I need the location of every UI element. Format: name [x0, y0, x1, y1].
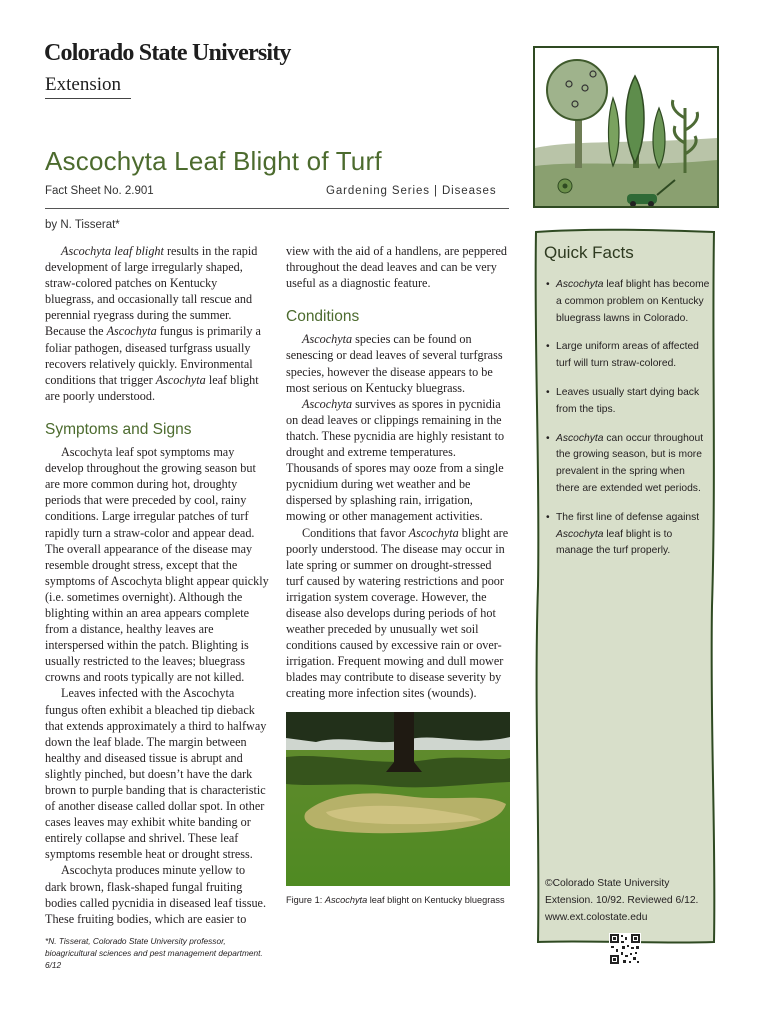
fact-text: The first line of defense against — [556, 511, 700, 523]
figure-caption — [286, 894, 510, 906]
quick-fact-item — [544, 277, 710, 327]
body-column-right — [286, 243, 510, 702]
intro-em: Ascochyta — [106, 324, 157, 339]
intro-text-3: leaf blight are poorly understood. — [45, 372, 259, 403]
continued-paragraph: view with the aid of a handlens, are peppered throughout the dead leaves and can be very useful as a diagnostic feature. — [286, 244, 507, 291]
figure-photo — [286, 712, 510, 886]
intro-text: results in the rapid development of large irregularly shaped, straw-colored patches on Kentucky bluegrass, and occasionally tall rescue and perennial ryegrass during the summer. Because the — [45, 244, 258, 339]
qr-code-icon[interactable] — [609, 933, 641, 965]
fact-text: leaf blight has become a common problem on Kentucky bluegrass lawns in Colorado. — [556, 279, 710, 324]
intro-lead: Ascochyta leaf blight — [61, 244, 164, 258]
fact-em: Ascochyta — [556, 432, 604, 444]
author-footnote: *N. Tisserat, Colorado State University professor, bioagricultural sciences and pest management department. 6/12 — [45, 936, 263, 970]
fact-sheet-number: Fact Sheet No. 2.901 — [45, 185, 154, 197]
author-byline: by N. Tisserat* — [45, 219, 120, 231]
title-divider — [45, 208, 509, 209]
caption-prefix: Figure 1: — [286, 895, 325, 905]
conditions-paragraph-2 — [286, 396, 510, 525]
fact-text: Large uniform areas of affected turf will turn straw-colored. — [556, 341, 699, 370]
symptoms-paragraph-2: Leaves infected with the Ascochyta fungus often exhibit a bleached tip dieback that extends approximately a third to halfway down the leaf blade. The margin between healthy and diseased tissue is abrupt and slightly pinched, but doesn’t have the dark brown to purple banding that is characteristic of another disease called dollar spot. In other cases leaves may exhibit white banding or entirely collapse and shrivel. These leaf symptoms resemble heat or drought stress. — [45, 686, 267, 862]
website-link[interactable]: www.ext.colostate.edu — [545, 911, 648, 923]
bullet-icon: • — [546, 279, 550, 290]
quick-facts-title: Quick Facts — [544, 243, 634, 262]
garden-trees-icon — [535, 48, 717, 206]
intro-paragraph — [45, 243, 269, 404]
conditions-paragraph-3 — [286, 525, 510, 702]
extension-logo: Extension — [45, 74, 121, 95]
page-title: Ascochyta Leaf Blight of Turf — [45, 146, 382, 176]
body-column-left — [45, 243, 269, 927]
section-heading-conditions: Conditions — [286, 308, 360, 326]
conditions-em-1: Ascochyta — [302, 332, 353, 347]
quick-facts-content — [544, 243, 710, 572]
quick-fact-item — [544, 339, 710, 373]
copyright-block — [545, 876, 715, 926]
section-heading-symptoms: Symptoms and Signs — [45, 420, 192, 438]
conditions-text-3: blight are poorly understood. The disease may occur in late spring or summer on drought-stressed turf caused by watering restrictions and poor irrigation system coverage. However, the disease also develops during periods of hot weather preceded by unusually wet soil conditions caused by excessive rain or over-irrigation. Frequent mowing and dull mower blades may contribute to disease severity by creating more infection sites (wounds). — [286, 525, 509, 701]
fact-em: Ascochyta — [556, 279, 604, 290]
copyright-text: ©Colorado State University Extension. 10/92. Reviewed 6/12. — [545, 878, 699, 906]
conditions-text-1: species can be found on senescing or dead leaves of several turfgrass species, however the disease appears to be most serious on Kentucky bluegrass. — [286, 332, 503, 395]
bullet-icon: • — [546, 341, 550, 353]
conditions-paragraph-1 — [286, 331, 510, 395]
quick-fact-item — [544, 431, 710, 498]
bullet-icon: • — [546, 386, 550, 398]
fact-em: Ascochyta — [556, 528, 604, 540]
intro-text-2: fungus is primarily a foliar pathogen, diseased turfgrass usually recovers relatively quickly. Environmental conditions that trigger — [45, 324, 261, 387]
caption-em: Ascochyta — [324, 895, 368, 905]
fact-text: Leaves usually start dying back from the tips. — [556, 386, 700, 415]
university-logo: Colorado State University — [44, 40, 291, 66]
quick-fact-item — [544, 510, 710, 560]
series-label: Gardening Series | Diseases — [326, 185, 497, 197]
fact-text: can occur throughout the growing season, but is more prevalent in the spring when there are extended wet periods. — [556, 432, 704, 494]
conditions-text-2: survives as spores in pycnidia on dead leaves or clippings remaining in the thatch. These pycnidia are highly resistant to drought and extreme temperatures. Thousands of spores may ooze from a single pycnidium during wet weather and be dispersed by splashing rain, irrigation, mowing or other management activities. — [286, 396, 505, 524]
symptoms-paragraph-3: Ascochyta produces minute yellow to dark brown, flask-shaped fungal fruiting bodies called pycnidia in diseased leaf tissue. These fruiting bodies, which are easier to — [45, 863, 266, 926]
logo-underline — [45, 98, 131, 99]
symptoms-paragraph-1: Ascochyta leaf spot symptoms may develop throughout the growing season but are more common during hot, droughty periods that were preceded by cool, rainy conditions. Large irregular patches of turf rapidly turn a straw-color and appear dead. The overall appearance of the disease may resemble drought stress, except that the symptoms of Ascochyta blight appear quickly (i.e. sometimes overnight). Although the blighting within an area appears complete from a distance, healthy leaves are interspersed within the patch. Blighting is usually restricted to the leaves; bluegrass crowns and roots typically are not killed. — [45, 445, 269, 685]
quick-fact-item — [544, 385, 710, 419]
fact-text-2: leaf blight is to manage the turf properly. — [556, 528, 673, 557]
garden-illustration — [533, 46, 719, 208]
conditions-pre-3: Conditions that favor — [302, 525, 409, 540]
bullet-icon: • — [546, 432, 550, 444]
lawn-photo-illustration — [286, 712, 510, 886]
intro-em-2: Ascochyta — [155, 372, 206, 387]
caption-text: leaf blight on Kentucky bluegrass — [367, 895, 505, 905]
bullet-icon: • — [546, 511, 550, 523]
conditions-em-2: Ascochyta — [302, 396, 353, 411]
conditions-em-3: Ascochyta — [408, 525, 459, 540]
